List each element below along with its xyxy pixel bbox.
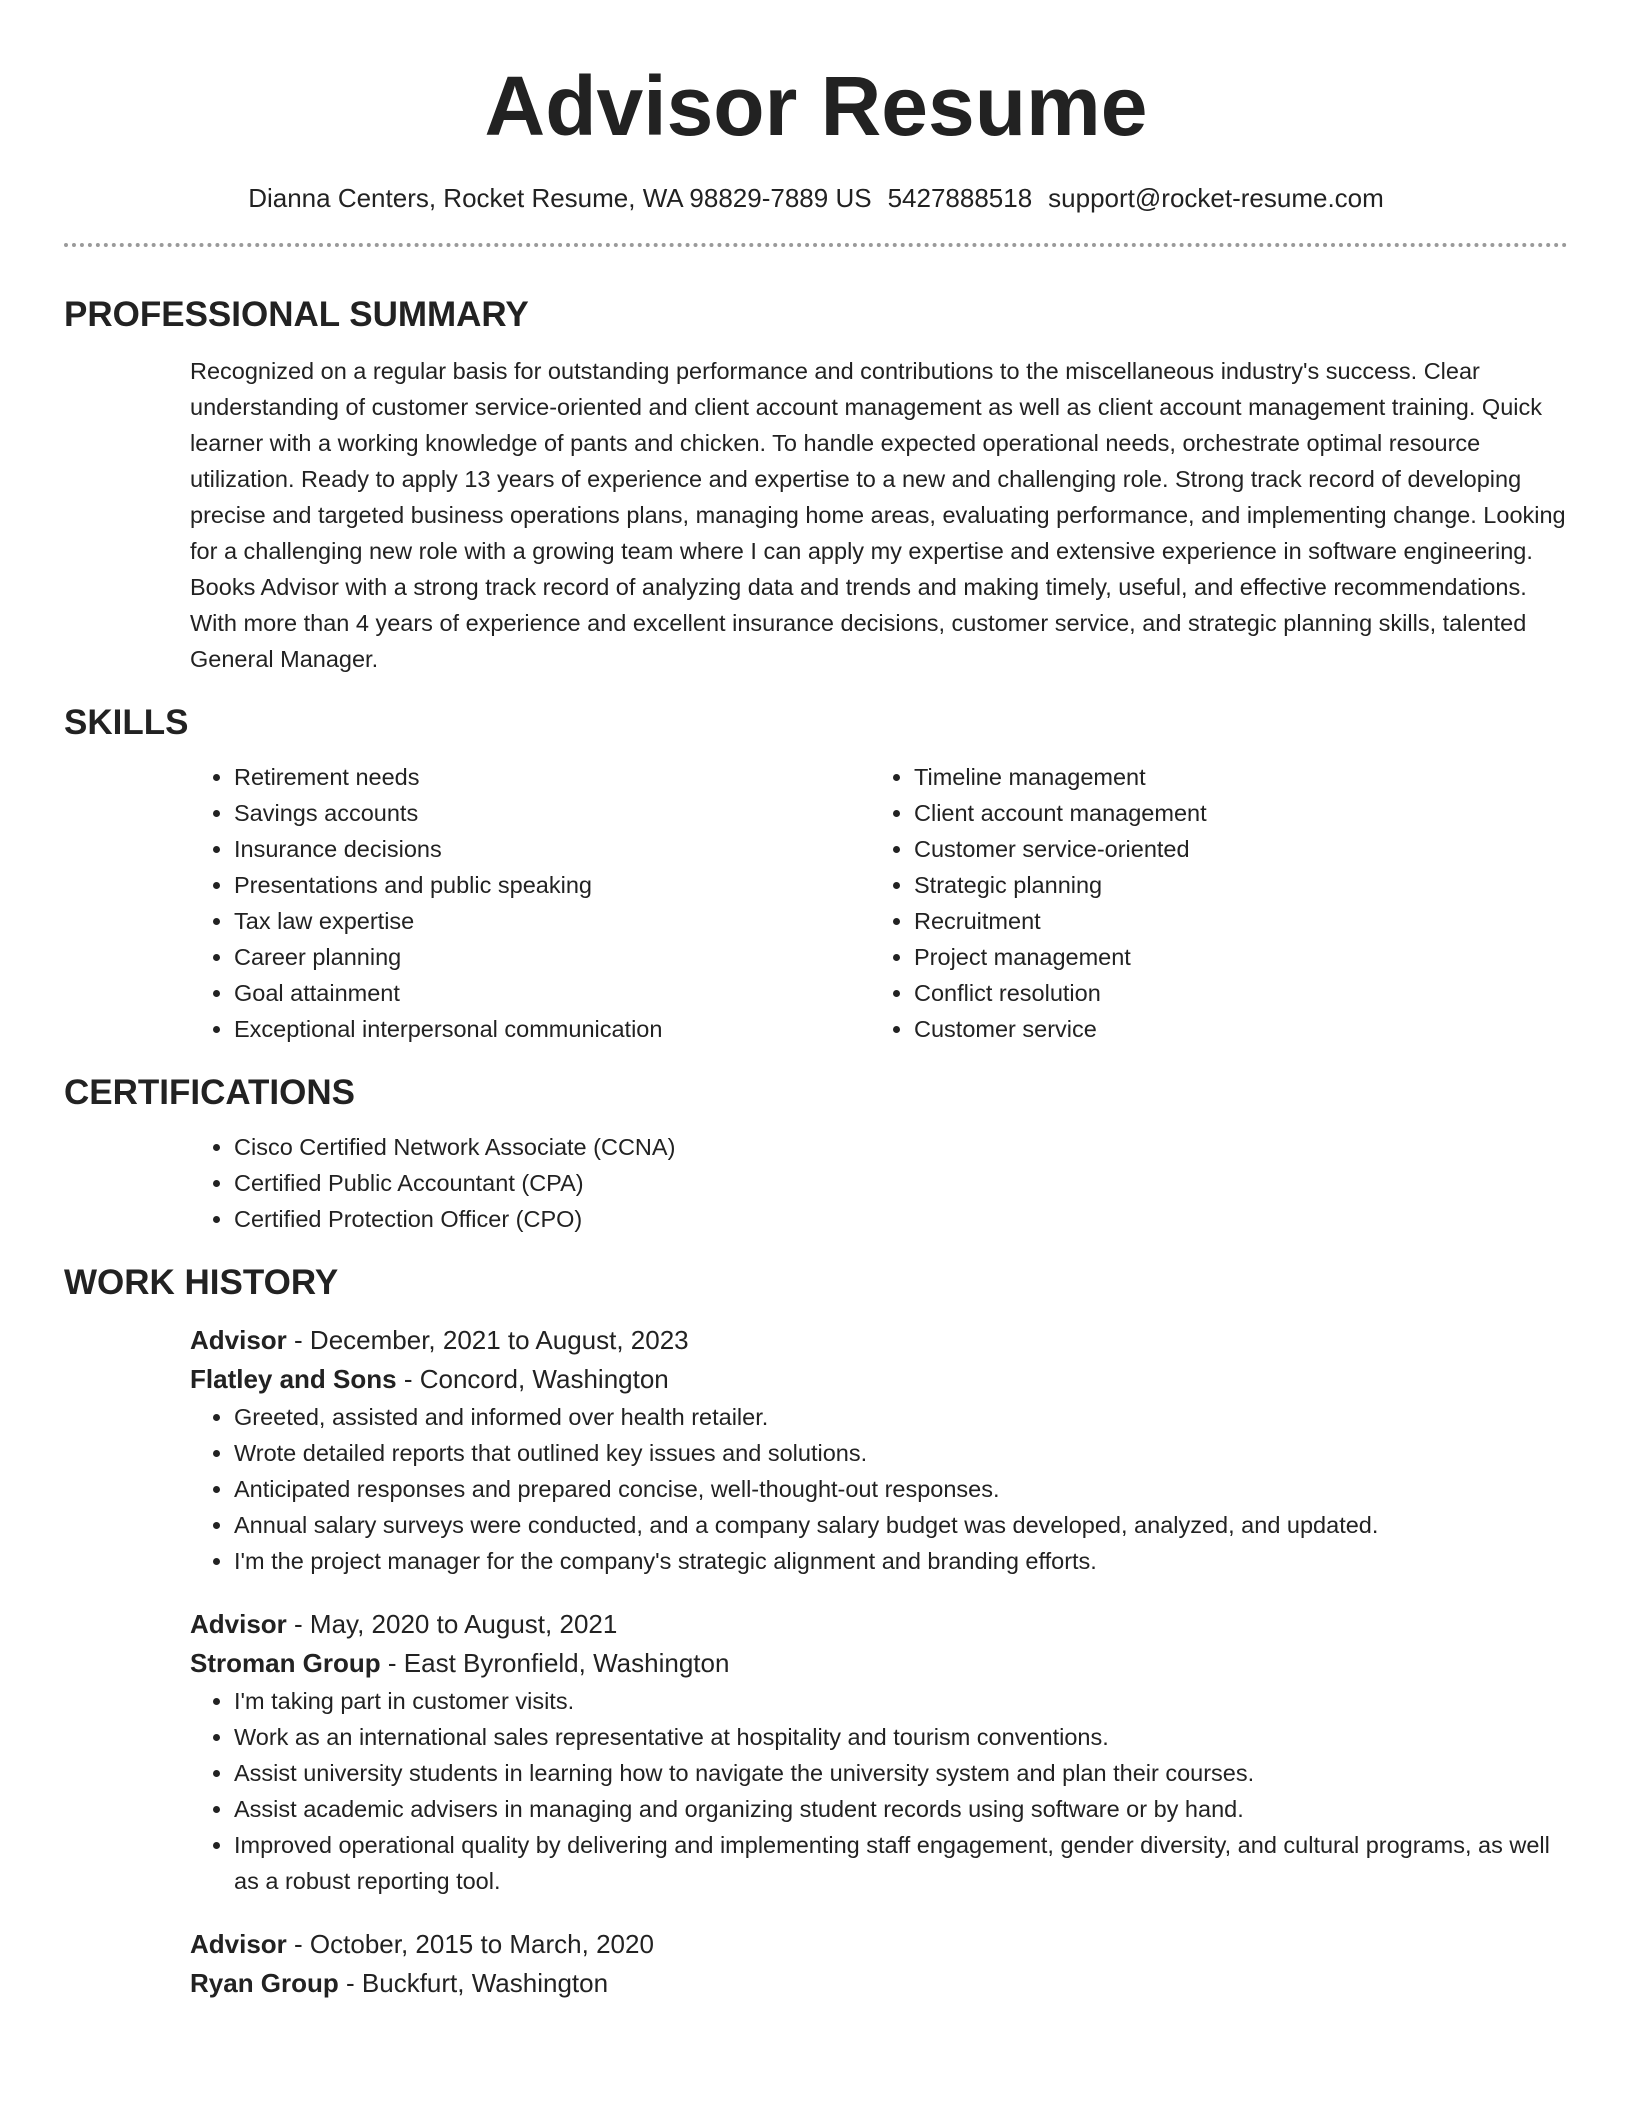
skill-item: • Customer service-oriented <box>914 831 1550 867</box>
skill-item: • Insurance decisions <box>234 831 870 867</box>
header-divider <box>64 243 1568 247</box>
skill-item: • Exceptional interpersonal communication <box>234 1011 870 1047</box>
skill-item: • Timeline management <box>914 759 1550 795</box>
job-duty-item: • I'm taking part in customer visits. <box>234 1683 1568 1719</box>
certification-item: • Cisco Certified Network Associate (CCNA) <box>234 1129 1568 1165</box>
skill-item: • Client account management <box>914 795 1550 831</box>
skills-list <box>190 759 1568 1047</box>
job-duty-item: • Assist academic advisers in managing and organizing student records using software or by hand. <box>234 1791 1568 1827</box>
skills-column-right <box>870 759 1550 1047</box>
job-duty-item: • Annual salary surveys were conducted, and a company salary budget was developed, analyzed, and updated. <box>234 1507 1568 1543</box>
job-duties <box>190 1399 1568 1579</box>
skill-item: • Project management <box>914 939 1550 975</box>
skill-item: • Customer service <box>914 1011 1550 1047</box>
job-duty-item: • Anticipated responses and prepared concise, well-thought-out responses. <box>234 1471 1568 1507</box>
job-entry <box>190 1321 1568 1579</box>
job-duty-item: • Improved operational quality by delivering and implementing staff engagement, gender diversity, and cultural programs, as well as a robust reporting tool. <box>234 1827 1568 1899</box>
job-dates: - December, 2021 to August, 2023 <box>286 1325 689 1355</box>
certification-item: • Certified Public Accountant (CPA) <box>234 1165 1568 1201</box>
skill-item: • Presentations and public speaking <box>234 867 870 903</box>
summary-text: Recognized on a regular basis for outstanding performance and contributions to the miscellaneous industry's success. Clear understanding of customer service-oriented and client account management as well as client account management training. Quick learner with a working knowledge of pants and chicken. To handle expected operational needs, orchestrate optimal resource utilization. Ready to apply 13 years of experience and expertise to a new and challenging role. Strong track record of developing precise and targeted business operations plans, managing home areas, evaluating performance, and implementing change. Looking for a challenging new role with a growing team where I can apply my expertise and extensive experience in software engineering. Books Advisor with a strong track record of analyzing data and trends and making timely, useful, and effective recommendations. With more than 4 years of experience and excellent insurance decisions, customer service, and strategic planning skills, talented General Manager. <box>190 358 1566 672</box>
resume-title: Advisor Resume <box>484 59 1148 153</box>
job-company-line <box>190 1644 1568 1683</box>
skill-item: • Goal attainment <box>234 975 870 1011</box>
job-duty-item: • Wrote detailed reports that outlined key issues and solutions. <box>234 1435 1568 1471</box>
job-duty-item: • Greeted, assisted and informed over health retailer. <box>234 1399 1568 1435</box>
skills-column-left <box>190 759 870 1047</box>
contact-line <box>64 181 1568 215</box>
work-history-heading: WORK HISTORY <box>64 1263 339 1302</box>
summary-heading: PROFESSIONAL SUMMARY <box>64 295 529 334</box>
job-title: Advisor <box>190 1929 287 1959</box>
contact-phone: 5427888518 <box>887 183 1033 213</box>
skill-item: • Tax law expertise <box>234 903 870 939</box>
job-company-line <box>190 1360 1568 1399</box>
skill-item: • Conflict resolution <box>914 975 1550 1011</box>
job-company: Stroman Group <box>190 1648 381 1678</box>
certification-item: • Certified Protection Officer (CPO) <box>234 1201 1568 1237</box>
job-title-line <box>190 1605 1568 1644</box>
job-title: Advisor <box>190 1609 287 1639</box>
job-title-line <box>190 1321 1568 1360</box>
job-company-line <box>190 1964 1568 2003</box>
contact-address: Dianna Centers, Rocket Resume, WA 98829-7889 US <box>248 183 872 213</box>
job-entry <box>190 1925 1568 2003</box>
skill-item: • Savings accounts <box>234 795 870 831</box>
job-company: Flatley and Sons <box>190 1364 397 1394</box>
job-company: Ryan Group <box>190 1968 339 1998</box>
resume-page <box>64 0 1568 2003</box>
skills-heading: SKILLS <box>64 703 189 742</box>
job-location: - Concord, Washington <box>396 1364 669 1394</box>
job-duty-item: • Assist university students in learning how to navigate the university system and plan their courses. <box>234 1755 1568 1791</box>
certifications-heading: CERTIFICATIONS <box>64 1073 356 1112</box>
job-entry <box>190 1605 1568 1899</box>
job-location: - Buckfurt, Washington <box>338 1968 609 1998</box>
job-duty-item: • I'm the project manager for the company's strategic alignment and branding efforts. <box>234 1543 1568 1579</box>
job-duties <box>190 1683 1568 1899</box>
skill-item: • Strategic planning <box>914 867 1550 903</box>
contact-email: support@rocket-resume.com <box>1048 183 1384 213</box>
skill-item: • Career planning <box>234 939 870 975</box>
job-location: - East Byronfield, Washington <box>380 1648 730 1678</box>
certifications-list <box>190 1129 1568 1237</box>
skill-item: • Recruitment <box>914 903 1550 939</box>
job-dates: - May, 2020 to August, 2021 <box>286 1609 618 1639</box>
job-title-line <box>190 1925 1568 1964</box>
skill-item: • Retirement needs <box>234 759 870 795</box>
job-dates: - October, 2015 to March, 2020 <box>286 1929 654 1959</box>
job-title: Advisor <box>190 1325 287 1355</box>
job-duty-item: • Work as an international sales representative at hospitality and tourism conventions. <box>234 1719 1568 1755</box>
